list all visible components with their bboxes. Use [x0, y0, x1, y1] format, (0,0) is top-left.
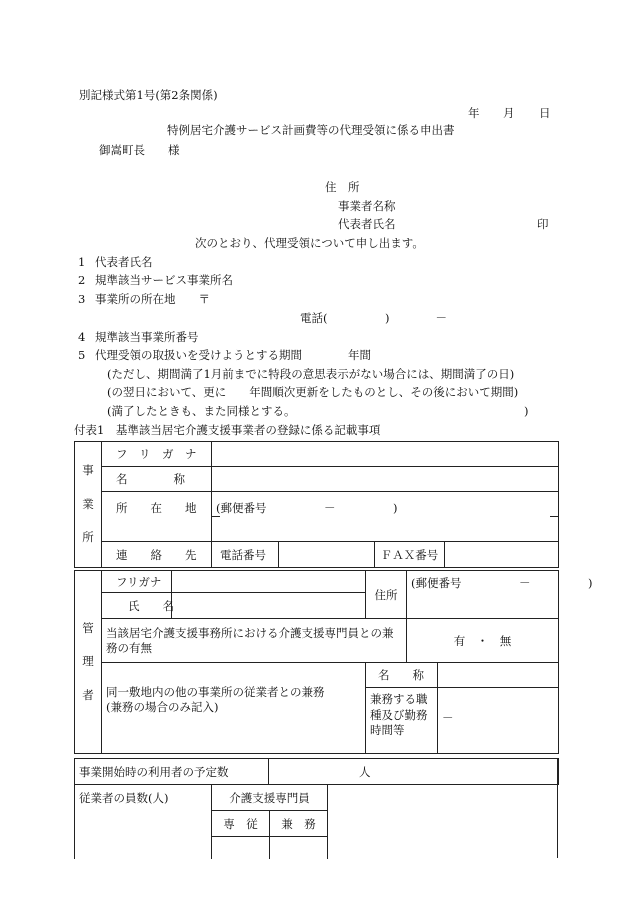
office-fax-label: ＦＡＸ番号	[375, 542, 445, 568]
date-year: 年	[468, 106, 480, 120]
manager-name-field[interactable]	[172, 593, 366, 619]
staff-blank	[328, 837, 559, 859]
other-office-name-field[interactable]	[438, 663, 559, 688]
manager-postal-code: (郵便番号 － )	[411, 576, 593, 590]
note-line: (満了したときも、また同様とする。	[107, 404, 296, 418]
office-contact-label: 連 絡 先	[102, 542, 212, 568]
staff-blank	[328, 811, 559, 837]
manager-address-field[interactable]	[407, 571, 593, 619]
office-phone-label: 電話番号	[212, 542, 279, 568]
manager-table	[74, 570, 593, 754]
office-furigana-field[interactable]	[212, 442, 559, 467]
office-location-label: 所 在 地	[102, 492, 212, 542]
note-close-paren: )	[524, 404, 529, 418]
staff-count-spacer	[75, 837, 212, 859]
users-table	[74, 758, 559, 785]
manager-address-label: 住所	[366, 571, 407, 619]
manager-furigana-field[interactable]	[172, 571, 366, 593]
concurrent-label: 兼 務	[270, 811, 328, 837]
other-role-dash: －	[442, 711, 454, 725]
office-furigana-label: フ リ ガ ナ	[102, 442, 212, 467]
item-number: 4	[78, 330, 86, 344]
intro-text: 次のとおり、代理受領について申し出ます。	[195, 236, 424, 250]
other-office-dual-label: 同一敷地内の他の事業所の従業者との兼務 (兼務の場合のみ記入)	[102, 663, 366, 754]
item-office-location: 事業所の所在地 〒	[95, 292, 210, 306]
note-line: (の翌日において、更に 年間順次更新をしたものとし、その後において期間)	[107, 385, 519, 399]
item-number: 3	[78, 292, 86, 306]
concurrent-field[interactable]	[270, 837, 328, 859]
date-month: 月	[503, 106, 515, 120]
item-phone: 電話( ) －	[300, 311, 447, 325]
right-border-line	[557, 758, 558, 858]
addressee: 御嵩町長 様	[99, 143, 180, 157]
item-number: 1	[78, 255, 86, 269]
business-name-label: 事業者名称	[338, 199, 396, 213]
item-office-number: 規準該当事業所番号	[95, 330, 199, 344]
office-fax-field[interactable]	[445, 542, 559, 568]
office-location-field[interactable]	[212, 492, 559, 542]
planned-users-label: 事業開始時の利用者の予定数	[75, 759, 269, 785]
dual-role-yes-no[interactable]: 有 ・ 無	[407, 619, 559, 663]
office-phone-field[interactable]	[279, 542, 375, 568]
office-side-label: 事 業 所	[75, 442, 102, 568]
other-role-label: 兼務する職種及び勤務時間等	[366, 688, 438, 754]
care-manager-label: 介護支援専門員	[212, 785, 328, 811]
office-name-field[interactable]	[212, 467, 559, 492]
office-postal-code: (郵便番号 － )	[216, 501, 398, 515]
item-office-name: 規準該当サービス事業所名	[95, 273, 233, 287]
date-day: 日	[539, 106, 551, 120]
manager-furigana-label: フリガナ	[102, 571, 172, 593]
staff-count-spacer	[75, 811, 212, 837]
office-name-label: 名 称	[102, 467, 212, 492]
staff-blank	[328, 785, 559, 811]
staff-table	[74, 784, 559, 859]
document-title: 特例居宅介護サービス計画費等の代理受領に係る申出書	[167, 123, 455, 137]
manager-side-label: 管 理 者	[75, 571, 102, 754]
item-number: 2	[78, 273, 86, 287]
item-representative-name: 代表者氏名	[95, 255, 153, 269]
other-office-name-label: 名 称	[366, 663, 438, 688]
planned-users-field[interactable]	[269, 759, 559, 785]
office-table	[74, 441, 559, 568]
dual-role-label: 当該居宅介護支援事務所における介護支援専門員との兼務の有無	[102, 619, 407, 663]
staff-count-label: 従業者の員数(人)	[75, 785, 212, 811]
planned-users-unit: 人	[359, 764, 371, 779]
form-id: 別記様式第1号(第2条関係)	[79, 88, 218, 102]
fulltime-field[interactable]	[212, 837, 270, 859]
representative-label: 代表者氏名	[338, 217, 396, 231]
manager-name-label: 氏 名	[102, 593, 172, 619]
seal-mark: 印	[537, 217, 549, 231]
address-label: 住 所	[325, 180, 360, 194]
note-line: (ただし、期間満了1月前までに特段の意思表示がない場合には、期間満了の日)	[107, 367, 515, 381]
item-period: 代理受領の取扱いを受けようとする期間 年間	[95, 348, 371, 362]
table-caption: 付表1 基準該当居宅介護支援事業者の登録に係る記載事項	[74, 423, 381, 437]
other-role-field[interactable]	[438, 688, 559, 754]
fulltime-label: 専 従	[212, 811, 270, 837]
item-number: 5	[78, 348, 86, 362]
